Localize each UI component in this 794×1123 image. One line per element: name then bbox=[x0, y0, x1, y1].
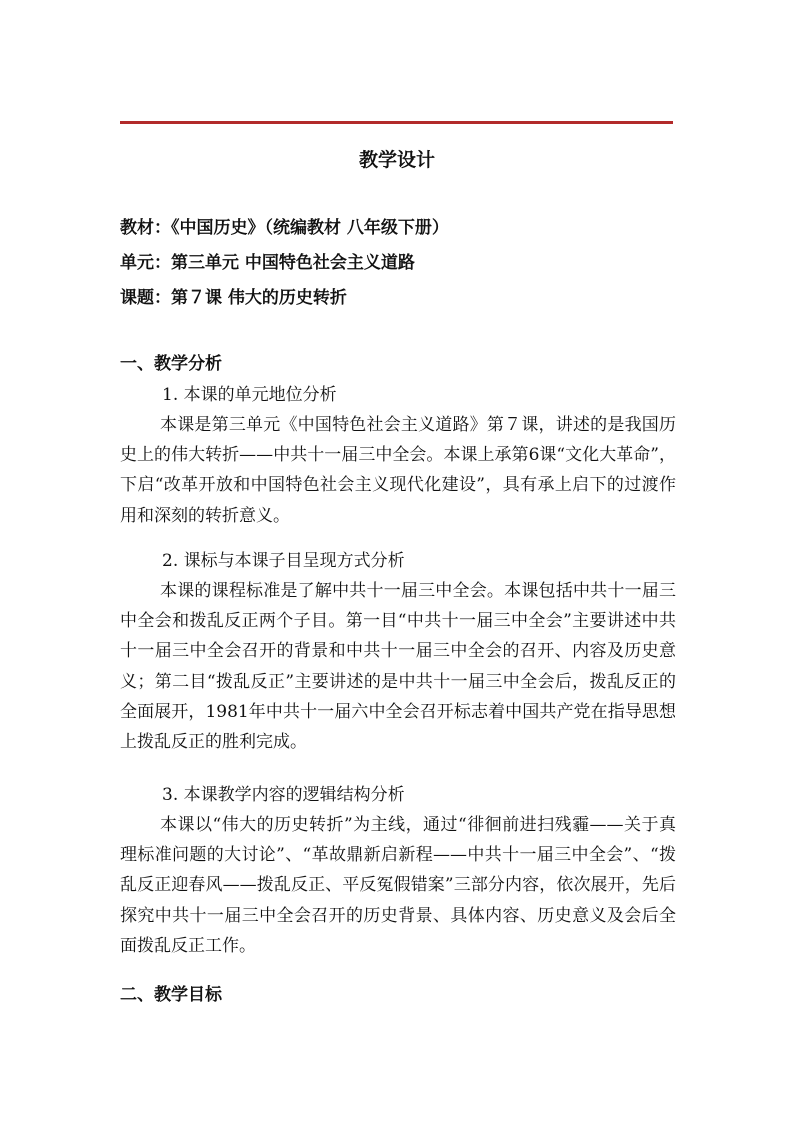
paragraph-logic: 本课以“伟大的历史转折”为主线，通过“徘徊前进扫残霾——关于真理标准问题的大讨论”、“革故鼎新启新程——中共十一届三中全会”、“拨乱反正迎春风——拨乱反正、平反冤假错案”三部分内容，依次展开，先后探究中共十一届三中全会召开的历史背景、具体内容、历史意义及会后全面拨乱反正工作。 bbox=[120, 815, 676, 956]
section-heading-analysis: 一、教学分析 bbox=[120, 354, 222, 374]
header-rule bbox=[120, 121, 673, 124]
subsection-heading-logic: 3. 本课教学内容的逻辑结构分析 bbox=[162, 785, 405, 805]
unit-line: 单元：第三单元 中国特色社会主义道路 bbox=[120, 253, 415, 273]
section-heading-objectives: 二、教学目标 bbox=[120, 985, 222, 1005]
textbook-line: 教材：《中国历史》（统编教材 八年级下册） bbox=[120, 218, 449, 238]
paragraph-curriculum: 本课的课程标准是了解中共十一届三中全会。本课包括中共十一届三中全会和拨乱反正两个子目。第一目“中共十一届三中全会”主要讲述中共十一届三中全会召开的背景和中共十一届三中全会的召开、内容及历史意义；第二目“拨乱反正”主要讲述的是中共十一届三中全会后，拨乱反正的全面展开，1981年中共十一届六中全会召开标志着中国共产党在指导思想上拨乱反正的胜利完成。 bbox=[120, 581, 676, 753]
lesson-line: 课题：第７课 伟大的历史转折 bbox=[120, 288, 347, 308]
subsection-heading-unit-position: 1. 本课的单元地位分析 bbox=[162, 385, 337, 405]
page-title: 教学设计 bbox=[358, 149, 435, 171]
paragraph-unit-position: 本课是第三单元《中国特色社会主义道路》第７课，讲述的是我国历史上的伟大转折——中共十一届三中全会。本课上承第6课“文化大革命”，下启“改革开放和中国特色社会主义现代化建设”，具有承上启下的过渡作用和深刻的转折意义。 bbox=[120, 415, 676, 526]
subsection-heading-curriculum: 2. 课标与本课子目呈现方式分析 bbox=[162, 551, 405, 571]
